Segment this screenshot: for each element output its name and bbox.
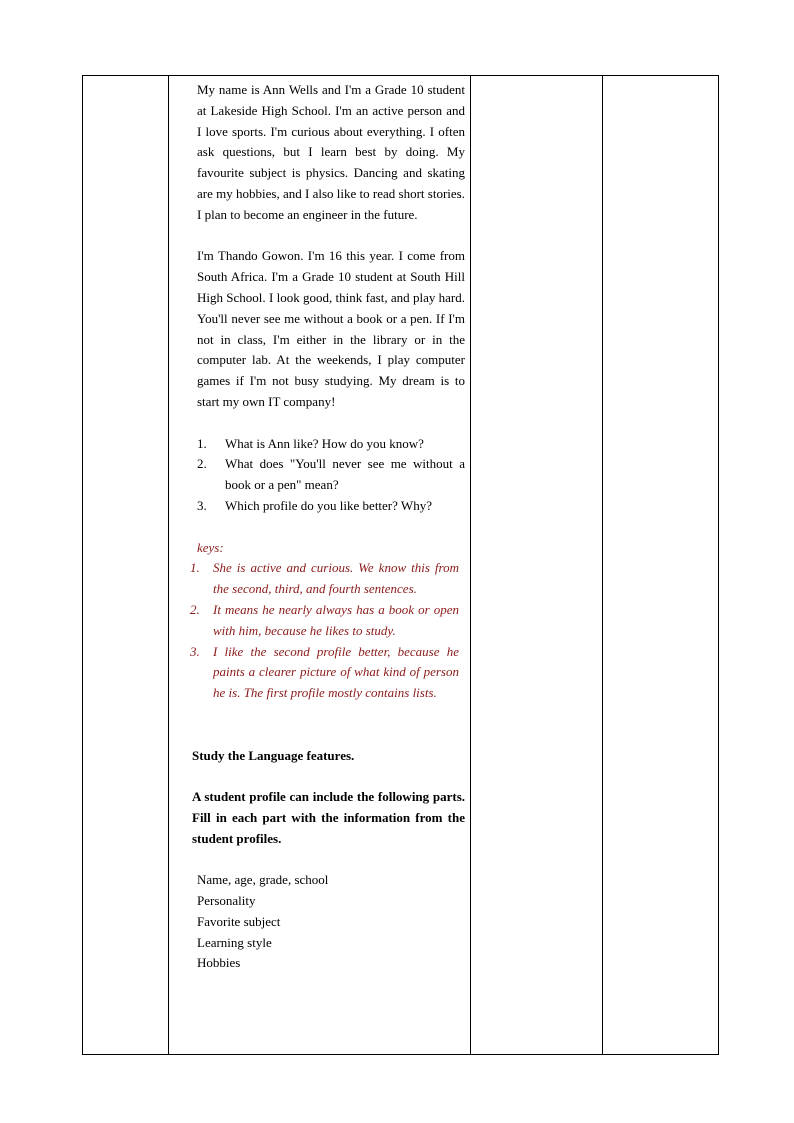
profile-part: Learning style [197, 934, 272, 950]
column-divider-1 [168, 76, 169, 1054]
profile-thando: I'm Thando Gowon. I'm 16 this year. I come from South Africa. I'm a Grade 10 student at South Hill High School. I look good, think fast, and play hard. You'll never see me without a book or a pen. If I'm not in class, I'm either in the library or in the computer lab. At the weekends, I play computer games if I'm not busy studying. My dream is to start my own IT company! [197, 248, 465, 409]
profile-instruction: A student profile can include the following parts. Fill in each part with the information from the student profiles. [192, 789, 465, 846]
question-list [197, 434, 465, 517]
column-divider-2 [470, 76, 471, 1054]
key-item: 2. It means he nearly always has a book or open with him, because he likes to study. [190, 601, 459, 638]
profile-part: Favorite subject [197, 913, 281, 929]
question-item: 3. Which profile do you like better? Why? [197, 497, 432, 513]
activity-cell [190, 80, 465, 974]
profile-part: Name, age, grade, school [197, 872, 329, 888]
profile-part: Hobbies [197, 955, 241, 971]
key-item: 3. I like the second profile better, because he paints a clearer picture of what kind of person he is. The first profile mostly contains lists. [190, 643, 459, 701]
language-heading: Study the Language features. [192, 747, 355, 763]
question-item: 2. What does "You'll never see me without a book or a pen" mean? [197, 456, 465, 493]
key-item: 1. She is active and curious. We know this from the second, third, and fourth sentences. [190, 560, 459, 597]
key-list [190, 558, 465, 704]
question-item: 1. What is Ann like? How do you know? [197, 435, 424, 451]
column-divider-3 [602, 76, 603, 1054]
lesson-table [82, 75, 719, 1055]
profile-parts-list [197, 870, 465, 974]
profile-ann: My name is Ann Wells and I'm a Grade 10 student at Lakeside High School. I'm an active person and I love sports. I'm curious about everything. I often ask questions, but I learn best by doing. My favourite subject is physics. Dancing and skating are my hobbies, and I also like to read short stories. I plan to become an engineer in the future. [197, 82, 465, 222]
answer-keys [190, 538, 465, 704]
keys-title: keys: [197, 539, 224, 555]
profile-part: Personality [197, 893, 256, 909]
